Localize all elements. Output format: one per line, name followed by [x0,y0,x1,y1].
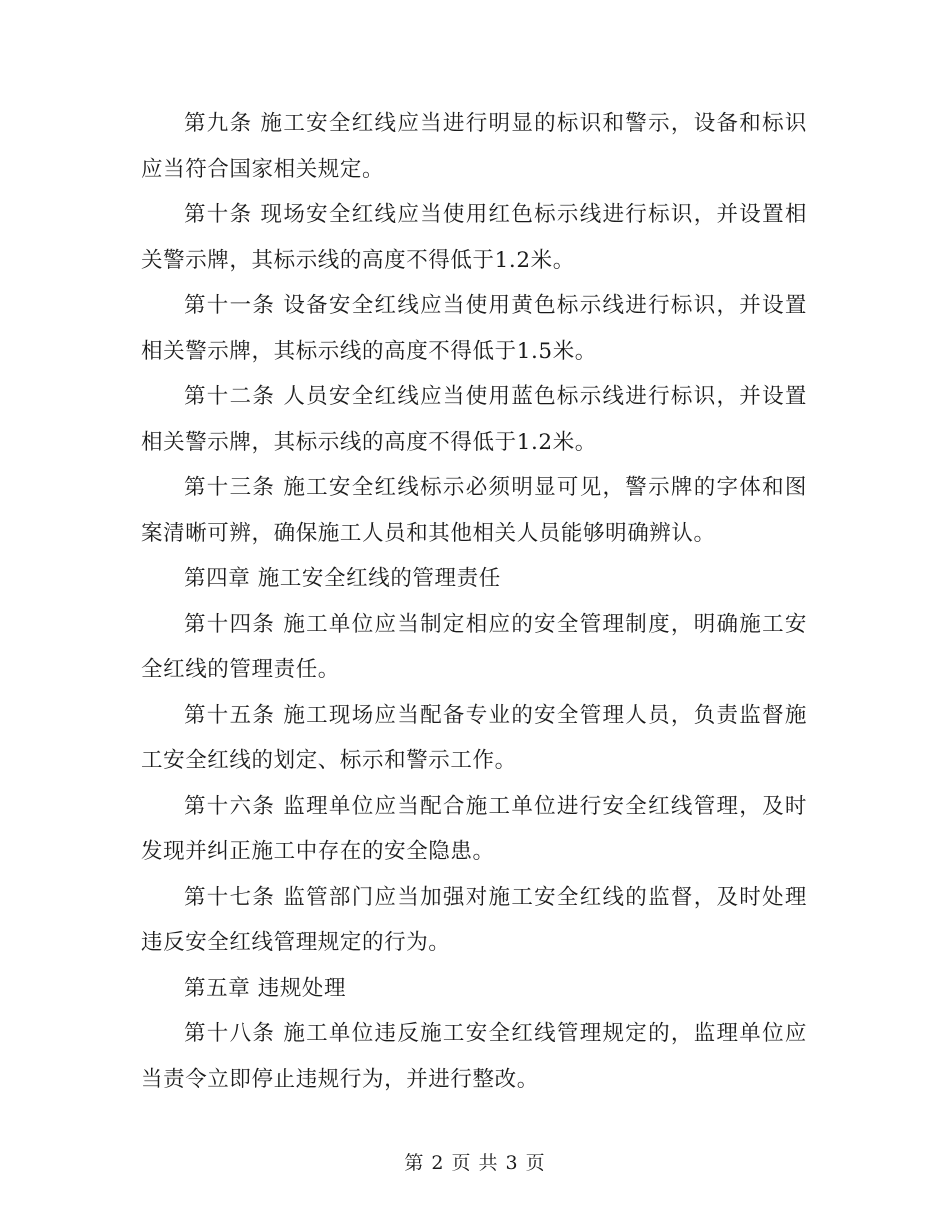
paragraph-article-16: 第十六条 监理单位应当配合施工单位进行安全红线管理，及时发现并纠正施工中存在的安全隐患。 [141,793,807,864]
paragraph-article-18: 第十八条 施工单位违反施工安全红线管理规定的，监理单位应当责令立即停止违规行为，并进行整改。 [141,1021,807,1092]
paragraph-article-13: 第十三条 施工安全红线标示必须明显可见，警示牌的字体和图案清晰可辨，确保施工人员和其他相关人员能够明确辨认。 [141,475,807,546]
paragraph-article-11: 第十一条 设备安全红线应当使用黄色标示线进行标识，并设置相关警示牌，其标示线的高度不得低于1.5米。 [141,293,807,364]
chapter-4-heading: 第四章 施工安全红线的管理责任 [184,566,501,591]
paragraph-article-17: 第十七条 监管部门应当加强对施工安全红线的监督，及时处理违反安全红线管理规定的行为。 [141,884,807,955]
paragraph-article-10: 第十条 现场安全红线应当使用红色标示线进行标识，并设置相关警示牌，其标示线的高度不得低于1.2米。 [141,202,807,273]
paragraph-article-15: 第十五条 施工现场应当配备专业的安全管理人员，负责监督施工安全红线的划定、标示和警示工作。 [141,702,807,773]
paragraph-article-14: 第十四条 施工单位应当制定相应的安全管理制度，明确施工安全红线的管理责任。 [141,611,807,682]
document-body [141,101,807,1102]
paragraph-article-12: 第十二条 人员安全红线应当使用蓝色标示线进行标识，并设置相关警示牌，其标示线的高度不得低于1.2米。 [141,384,807,455]
paragraph-article-9: 第九条 施工安全红线应当进行明显的标识和警示，设备和标识应当符合国家相关规定。 [141,111,807,182]
page-number-footer: 第 2 页 共 3 页 [404,1152,546,1174]
chapter-5-heading: 第五章 违规处理 [184,975,347,1001]
